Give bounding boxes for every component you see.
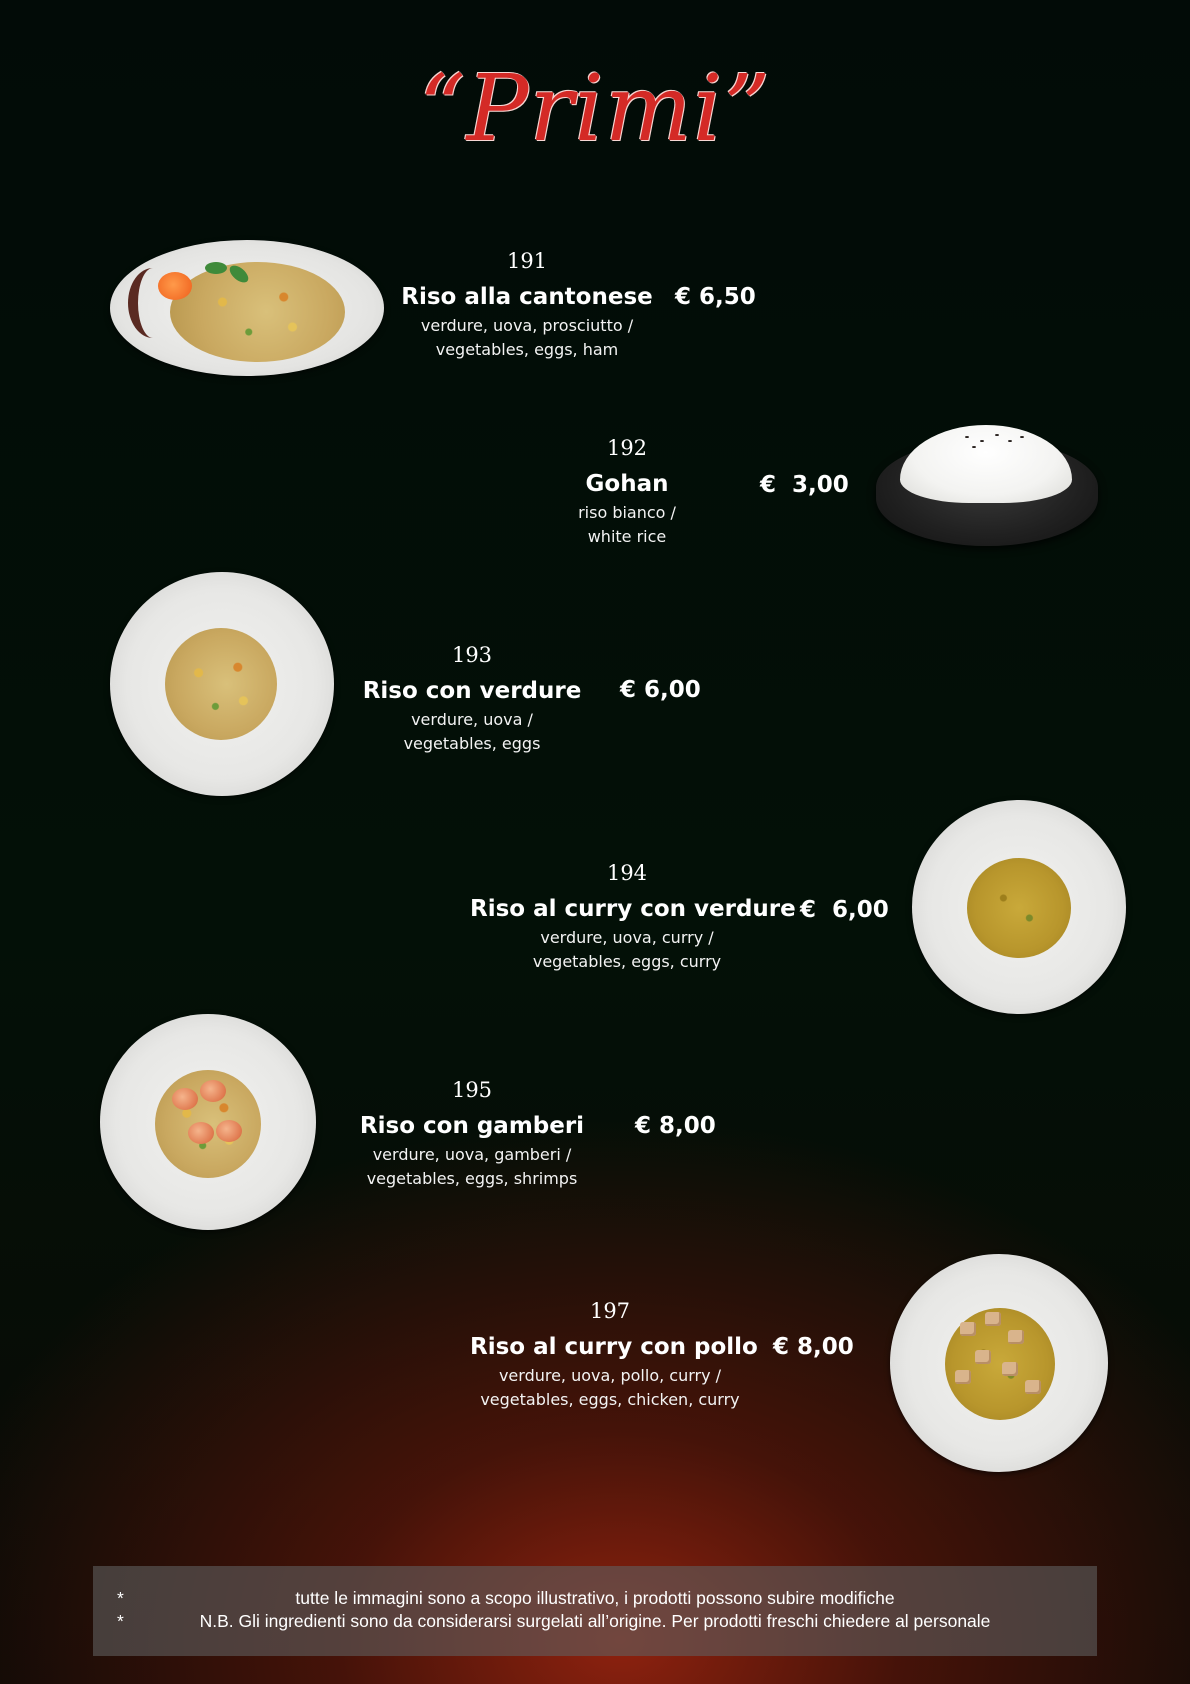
menu-item-191 <box>396 248 658 362</box>
item-name: Riso con gamberi <box>359 1113 585 1139</box>
item-price: € 8,00 <box>635 1113 716 1139</box>
item-description-en: vegetables, eggs, chicken, curry <box>480 1390 740 1409</box>
item-price: € 6,00 <box>620 677 701 703</box>
item-price: € 3,00 <box>760 472 849 498</box>
item-description-it: verdure, uova, gamberi / <box>372 1145 572 1164</box>
footer-note-2 <box>93 1610 1097 1633</box>
item-description-en: vegetables, eggs, shrimps <box>366 1169 578 1188</box>
item-number: 195 <box>451 1078 493 1102</box>
menu-item-192 <box>527 435 727 549</box>
footer-bullet: * <box>117 1611 124 1631</box>
item-description-en: white rice <box>587 527 667 546</box>
item-number: 192 <box>606 436 648 460</box>
menu-item-193 <box>352 642 592 756</box>
menu-item-195 <box>352 1077 592 1191</box>
footer-note-panel <box>93 1566 1097 1656</box>
item-name: Gohan <box>585 471 669 497</box>
footer-note-text: tutte le immagini sono a scopo illustrativo, i prodotti possono subire modifiche <box>295 1588 895 1608</box>
footer-note-1 <box>93 1587 1097 1610</box>
item-description-it: riso bianco / <box>578 503 676 522</box>
footer-note-text: N.B. Gli ingredienti sono da considerarsi surgelati all’origine. Per prodotti freschi chiedere al personale <box>199 1611 991 1631</box>
menu-item-197 <box>470 1298 758 1412</box>
item-description-it: verdure, uova, prosciutto / <box>420 316 634 335</box>
item-name: Riso alla cantonese <box>401 284 653 310</box>
item-number: 194 <box>606 861 648 885</box>
item-name: Riso con verdure <box>362 678 582 704</box>
item-description-it: verdure, uova / <box>411 710 533 729</box>
page-title: “Primi” <box>418 55 772 162</box>
item-number: 197 <box>589 1299 631 1323</box>
item-name: Riso al curry con verdure <box>470 896 796 922</box>
item-number: 191 <box>506 249 548 273</box>
item-description-en: vegetables, eggs, curry <box>532 952 722 971</box>
item-price: € 6,50 <box>675 284 756 310</box>
item-description-it: verdure, uova, pollo, curry / <box>498 1366 722 1385</box>
menu-item-194 <box>470 860 796 974</box>
item-name: Riso al curry con pollo <box>470 1334 758 1360</box>
item-price: € 6,00 <box>800 897 889 923</box>
item-price: € 8,00 <box>773 1334 854 1360</box>
item-description-it: verdure, uova, curry / <box>540 928 714 947</box>
item-number: 193 <box>451 643 493 667</box>
footer-bullet: * <box>117 1588 124 1608</box>
item-description-en: vegetables, eggs <box>403 734 541 753</box>
item-description-en: vegetables, eggs, ham <box>435 340 619 359</box>
